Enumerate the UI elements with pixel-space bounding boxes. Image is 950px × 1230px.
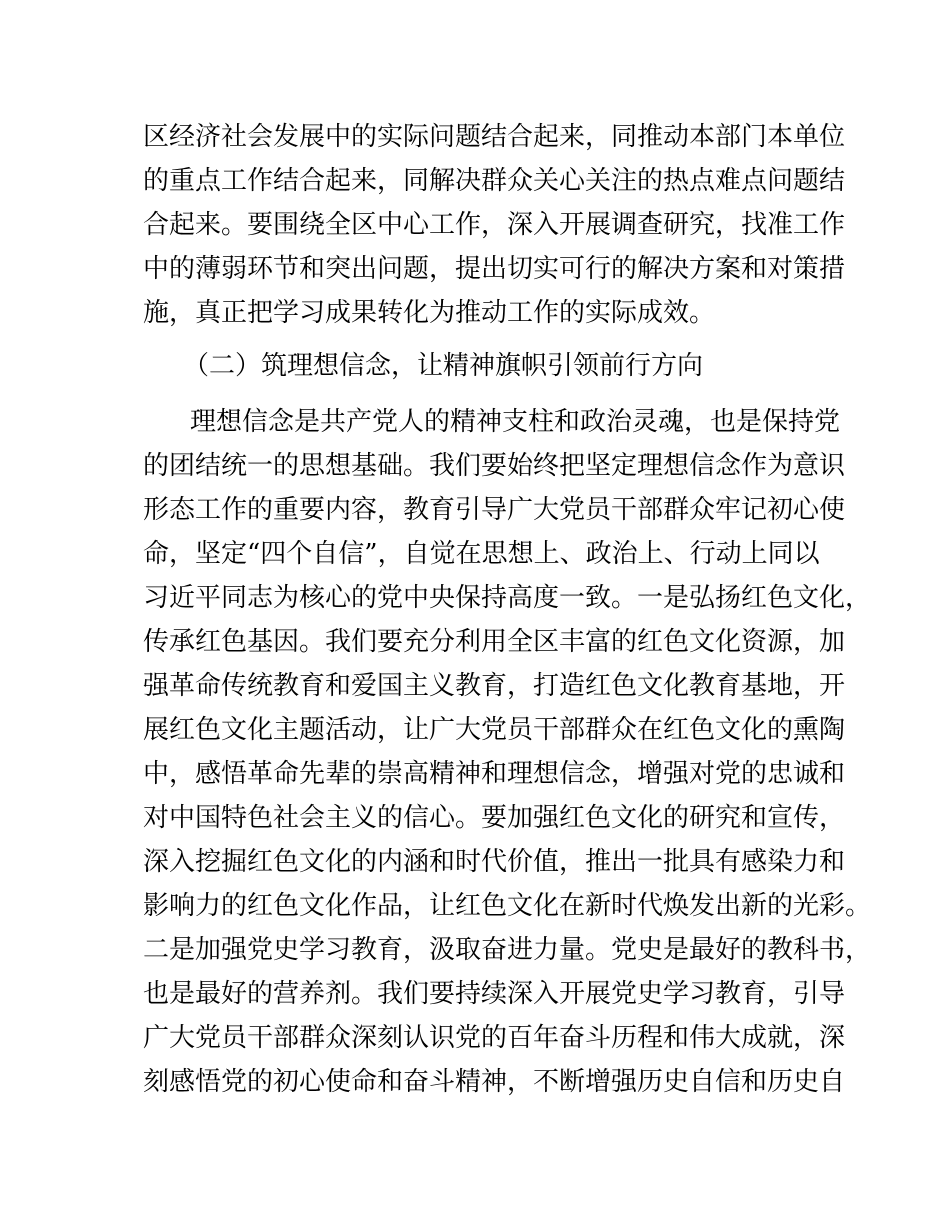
body-text-line: 合起来。要围绕全区中心工作，深入开展调查研究，找准工作 (143, 210, 846, 240)
body-text-line: 广大党员干部群众深刻认识党的百年奋斗历程和伟大成就，深 (143, 1023, 846, 1053)
body-text-line: 中，感悟革命先辈的崇高精神和理想信念，增强对党的忠诚和 (143, 759, 846, 789)
body-text-line: 传承红色基因。我们要充分利用全区丰富的红色文化资源，加 (143, 627, 846, 657)
body-text-line: 对中国特色社会主义的信心。要加强红色文化的研究和宣传， (143, 803, 846, 833)
body-text-line: 的重点工作结合起来，同解决群众关心关注的热点难点问题结 (143, 166, 846, 196)
body-text-line: 深入挖掘红色文化的内涵和时代价值，推出一批具有感染力和 (143, 847, 846, 877)
body-text-line: 习近平同志为核心的党中央保持高度一致。一是弘扬红色文化， (143, 583, 872, 613)
body-text-line: 形态工作的重要内容，教育引导广大党员干部群众牢记初心使 (143, 495, 846, 525)
body-text-line: 强革命传统教育和爱国主义教育，打造红色文化教育基地，开 (143, 671, 846, 701)
body-text-line: 二是加强党史学习教育，汲取奋进力量。党史是最好的教科书， (143, 935, 872, 965)
body-text-line: 刻感悟党的初心使命和奋斗精神，不断增强历史自信和历史自 (143, 1067, 846, 1097)
body-text-line: 命，坚定“四个自信”，自觉在思想上、政治上、行动上同以 (143, 539, 820, 569)
body-text-line: 中的薄弱环节和突出问题，提出切实可行的解决方案和对策措 (143, 254, 846, 284)
body-text-line: 影响力的红色文化作品，让红色文化在新时代焕发出新的光彩。 (143, 891, 872, 921)
body-text-line: 也是最好的营养剂。我们要持续深入开展党史学习教育，引导 (143, 979, 846, 1009)
body-text-line: 展红色文化主题活动，让广大党员干部群众在红色文化的熏陶 (143, 715, 846, 745)
body-text-line: 区经济社会发展中的实际问题结合起来，同推动本部门本单位 (143, 122, 846, 152)
body-text-line: 的团结统一的思想基础。我们要始终把坚定理想信念作为意识 (143, 451, 846, 481)
body-text-line: 施，真正把学习成果转化为推动工作的实际成效。 (143, 298, 716, 328)
body-text-line: 理想信念是共产党人的精神支柱和政治灵魂，也是保持党 (190, 407, 841, 437)
section-heading: （二）筑理想信念，让精神旗帜引领前行方向 (183, 351, 704, 381)
